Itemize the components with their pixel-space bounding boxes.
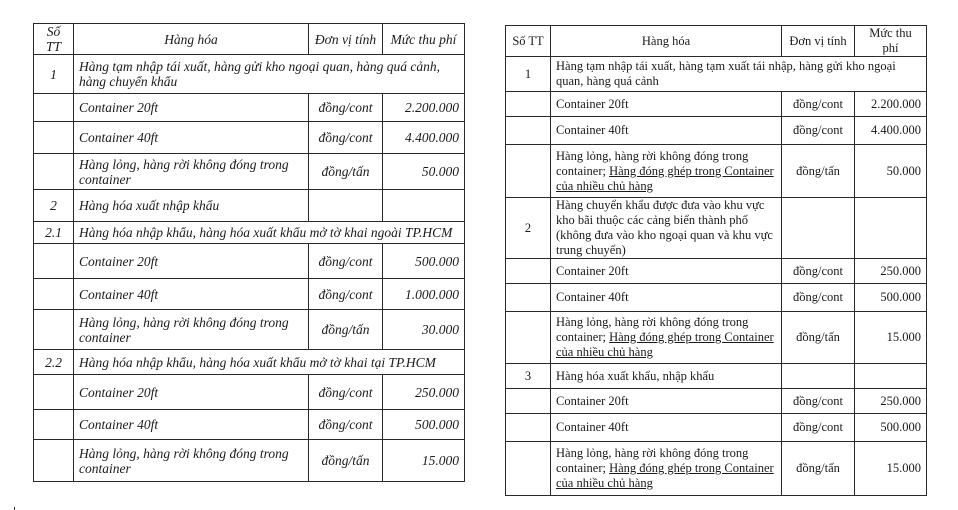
table-row xyxy=(506,198,927,259)
header-unit: Đơn vị tính xyxy=(309,24,383,55)
section-title: Hàng hóa nhập khẩu, hàng hóa xuất khẩu mở tờ khai ngoài TP.HCM xyxy=(74,222,465,244)
table-row xyxy=(506,145,927,198)
row-goods: Hàng hóa xuất nhập khẩu xyxy=(74,190,309,222)
row-goods: Container 40ft xyxy=(551,414,782,442)
table-header-row xyxy=(506,26,927,57)
row-fee: 1.000.000 xyxy=(383,279,465,310)
row-fee: 30.000 xyxy=(383,310,465,350)
table-row xyxy=(34,244,465,279)
section-row xyxy=(506,57,927,92)
table-row xyxy=(34,122,465,154)
row-unit: đồng/cont xyxy=(782,389,855,414)
table-row xyxy=(34,440,465,482)
row-stt: 2 xyxy=(506,198,551,259)
row-goods: Container 20ft xyxy=(74,375,309,410)
row-unit: đồng/cont xyxy=(782,92,855,117)
section-title: Hàng tạm nhập tái xuất, hàng tạm xuất tái nhập, hàng gửi kho ngoại quan, hàng quá cảnh xyxy=(551,57,927,92)
table-row xyxy=(34,310,465,350)
row-fee: 2.200.000 xyxy=(383,94,465,122)
row-stt xyxy=(506,414,551,442)
row-unit: đồng/cont xyxy=(782,117,855,145)
row-goods: Hàng lỏng, hàng rời không đóng trong container; Hàng đóng ghép trong Container của nhiều chủ hàng xyxy=(551,145,782,198)
row-fee xyxy=(383,190,465,222)
section-title: Hàng tạm nhập tái xuất, hàng gửi kho ngoại quan, hàng quá cảnh, hàng chuyển khẩu xyxy=(74,55,465,94)
row-stt xyxy=(506,92,551,117)
row-unit: đồng/cont xyxy=(309,122,383,154)
row-stt xyxy=(506,145,551,198)
row-unit xyxy=(782,198,855,259)
row-fee: 4.400.000 xyxy=(855,117,927,145)
row-unit: đồng/tấn xyxy=(309,310,383,350)
row-goods: Container 20ft xyxy=(551,389,782,414)
table-row xyxy=(506,364,927,389)
row-unit: đồng/cont xyxy=(309,244,383,279)
row-fee: 4.400.000 xyxy=(383,122,465,154)
underlined-note: Hàng đóng ghép trong Container của nhiều chủ hàng xyxy=(556,330,774,359)
row-goods: Hàng lỏng, hàng rời không đóng trong container; Hàng đóng ghép trong Container của nhiều chủ hàng xyxy=(551,312,782,364)
row-stt xyxy=(34,154,74,190)
underlined-note: Hàng đóng ghép trong Container của nhiều chủ hàng xyxy=(556,461,774,490)
header-goods: Hàng hóa xyxy=(74,24,309,55)
fee-table-new xyxy=(505,25,927,496)
row-fee: 500.000 xyxy=(383,244,465,279)
table-row xyxy=(506,312,927,364)
row-stt xyxy=(34,310,74,350)
row-stt xyxy=(506,442,551,496)
header-fee: Mức thu phí xyxy=(855,26,927,57)
row-goods: Hàng lỏng, hàng rời không đóng trong container xyxy=(74,154,309,190)
row-goods: Container 20ft xyxy=(551,259,782,284)
row-unit: đồng/tấn xyxy=(782,312,855,364)
row-fee xyxy=(855,364,927,389)
row-fee: 15.000 xyxy=(383,440,465,482)
row-stt xyxy=(34,94,74,122)
row-unit xyxy=(782,364,855,389)
row-fee: 50.000 xyxy=(855,145,927,198)
row-goods: Hàng lỏng, hàng rời không đóng trong container xyxy=(74,440,309,482)
section-title: Hàng hóa nhập khẩu, hàng hóa xuất khẩu mở tờ khai tại TP.HCM xyxy=(74,350,465,375)
row-stt xyxy=(506,389,551,414)
table-row xyxy=(506,414,927,442)
row-fee: 500.000 xyxy=(383,410,465,440)
table-row xyxy=(506,117,927,145)
table-row xyxy=(34,375,465,410)
table-row xyxy=(34,190,465,222)
row-stt xyxy=(506,312,551,364)
row-stt xyxy=(506,117,551,145)
row-goods: Container 40ft xyxy=(551,284,782,312)
row-unit: đồng/cont xyxy=(782,414,855,442)
row-unit: đồng/tấn xyxy=(309,440,383,482)
header-unit: Đơn vị tính xyxy=(782,26,855,57)
row-fee: 500.000 xyxy=(855,284,927,312)
table-row xyxy=(34,154,465,190)
row-unit: đồng/tấn xyxy=(309,154,383,190)
row-goods: Container 40ft xyxy=(74,122,309,154)
row-goods: Container 20ft xyxy=(74,94,309,122)
table-row xyxy=(34,279,465,310)
row-unit: đồng/cont xyxy=(309,279,383,310)
row-fee: 15.000 xyxy=(855,312,927,364)
row-stt: 1 xyxy=(34,55,74,94)
section-row xyxy=(34,55,465,94)
section-row xyxy=(34,222,465,244)
row-stt xyxy=(34,122,74,154)
row-unit: đồng/cont xyxy=(782,259,855,284)
section-row xyxy=(34,350,465,375)
table-row xyxy=(506,284,927,312)
row-fee: 250.000 xyxy=(855,389,927,414)
row-stt: 2.2 xyxy=(34,350,74,375)
table-header-row xyxy=(34,24,465,55)
header-fee: Mức thu phí xyxy=(383,24,465,55)
row-goods: Container 20ft xyxy=(74,244,309,279)
row-fee: 15.000 xyxy=(855,442,927,496)
row-stt: 1 xyxy=(506,57,551,92)
row-unit: đồng/tấn xyxy=(782,442,855,496)
row-stt xyxy=(34,375,74,410)
row-unit: đồng/tấn xyxy=(782,145,855,198)
row-fee: 2.200.000 xyxy=(855,92,927,117)
row-goods: Container 40ft xyxy=(74,279,309,310)
row-goods: Hàng chuyển khẩu được đưa vào khu vực kho bãi thuộc các cảng biển thành phố (không đưa vào kho ngoại quan và khu vực trung chuyển) xyxy=(551,198,782,259)
table-row xyxy=(506,389,927,414)
row-stt xyxy=(34,279,74,310)
header-stt: Số TT xyxy=(506,26,551,57)
row-stt: 3 xyxy=(506,364,551,389)
row-unit: đồng/cont xyxy=(309,410,383,440)
header-goods: Hàng hóa xyxy=(551,26,782,57)
row-stt: 2.1 xyxy=(34,222,74,244)
row-stt: 2 xyxy=(34,190,74,222)
row-stt xyxy=(34,410,74,440)
row-fee: 50.000 xyxy=(383,154,465,190)
row-goods: Container 40ft xyxy=(551,117,782,145)
table-row xyxy=(34,94,465,122)
underlined-note: Hàng đóng ghép trong Container của nhiều chủ hàng xyxy=(556,163,774,193)
row-fee: 500.000 xyxy=(855,414,927,442)
row-goods: Hàng hóa xuất khẩu, nhập khẩu xyxy=(551,364,782,389)
row-unit: đồng/cont xyxy=(782,284,855,312)
row-unit: đồng/cont xyxy=(309,375,383,410)
row-unit xyxy=(309,190,383,222)
row-unit: đồng/cont xyxy=(309,94,383,122)
fee-table-old xyxy=(33,23,465,482)
table-row xyxy=(506,442,927,496)
row-fee xyxy=(855,198,927,259)
table-row xyxy=(506,259,927,284)
row-stt xyxy=(506,259,551,284)
table-row xyxy=(34,410,465,440)
row-goods: Hàng lỏng, hàng rời không đóng trong container; Hàng đóng ghép trong Container của nhiều chủ hàng xyxy=(551,442,782,496)
row-goods: Container 20ft xyxy=(551,92,782,117)
row-fee: 250.000 xyxy=(383,375,465,410)
row-goods: Hàng lỏng, hàng rời không đóng trong container xyxy=(74,310,309,350)
row-stt xyxy=(34,244,74,279)
row-stt xyxy=(506,284,551,312)
row-stt xyxy=(34,440,74,482)
row-fee: 250.000 xyxy=(855,259,927,284)
header-stt: Số TT xyxy=(34,24,74,55)
row-goods: Container 40ft xyxy=(74,410,309,440)
table-row xyxy=(506,92,927,117)
